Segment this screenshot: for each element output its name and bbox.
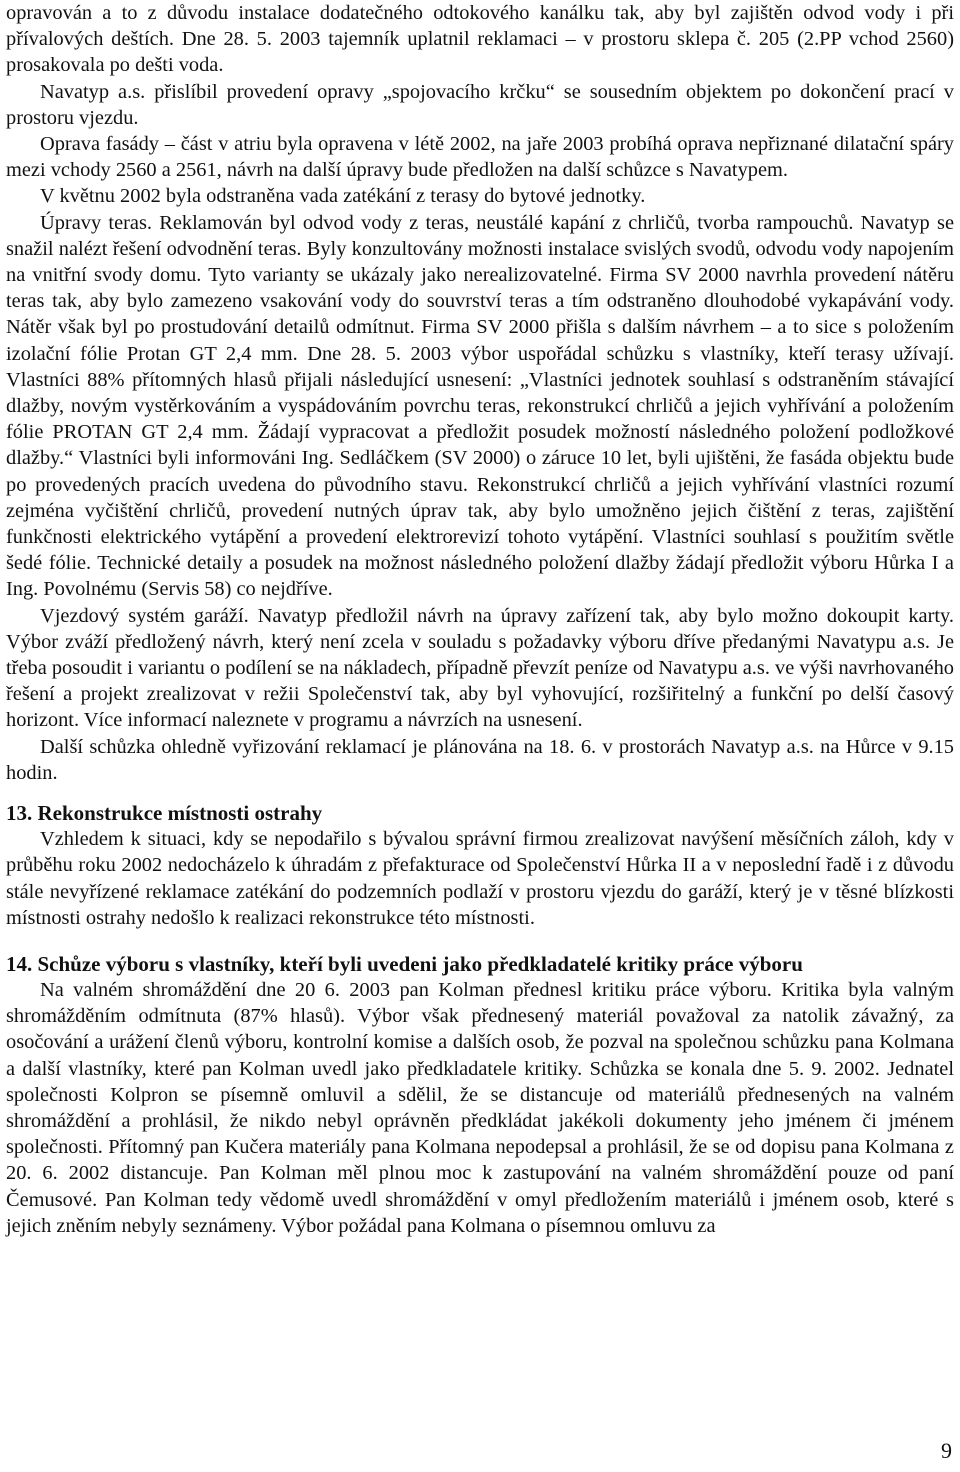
paragraph-next-meeting: Další schůzka ohledně vyřizování reklamací je plánována na 18. 6. v prostorách Navatyp a.s. na Hůrce v 9.15 hodin. (6, 735, 954, 784)
paragraph-facade-repair: Oprava fasády – část v atriu byla opravena v létě 2002, na jaře 2003 probíhá oprava nepřiznané dilatační spáry mezi vchody 2560 a 2561, návrh na další úpravy bude předložen na další schůzce s Navatypem. (6, 133, 954, 182)
paragraph-continued: opravován a to z důvodu instalace dodatečného odtokového kanálku tak, aby byl zajištěn odvod vody i při přívalových deštích. Dne 28. 5. 2003 tajemník uplatnil reklamaci – v prostoru sklepa č. 205 (2.PP vchod 2560) prosakovala po dešti voda. (6, 2, 954, 77)
section-14-text: Na valném shromáždění dne 20 6. 2003 pan Kolman přednesl kritiku práce výboru. Kritika byla valným shromážděním odmítnuta (87% hlasů). Výbor však přednesený materiál považoval za natolik závažný, za osočování a urážení členů výboru, kontrolní komise a dalších osob, že pozval na společnou schůzku pana Kolmana a další vlastníky, které pan Kolman uvedl jako předkladatele kritiky. Schůzka se konala dne 5. 9. 2002. Jednatel společnosti Kolpron se písemně omluvil a sdělil, že se distancuje od materiálů přednesených na valném shromáždění a prohlásil, že nikdo nebyl oprávněn předkládat jakékoli dokumenty jeho jménem či jménem společnosti. Přítomný pan Kučera materiály pana Kolmana nepodepsal a prohlásil, že se od dopisu pana Kolmana z 20. 6. 2002 distancuje. Pan Kolman měl plnou moc k zastupování na valném shromáždění pouze od paní Čemusové. Pan Kolman tedy vědomě uvedl shromáždění v omyl předložením materiálů i jménem osob, které s jejich zněním nebyly seznámeny. Výbor požádal pana Kolmana o písemnou omluvu za (6, 978, 954, 1237)
section-13-text: Vzhledem k situaci, kdy se nepodařilo s bývalou správní firmou zrealizovat navýšení měsíčních záloh, kdy v průběhu roku 2002 nedocházelo k úhradám z přefakturace od Společenství Hůrka II a v neposlední řadě i z důvodu stále nevyřízené reklamace zatékání do podzemních podlaží v prostoru vjezdu do garáží, který je v těsné blízkosti místnosti ostrahy nedošlo k realizaci rekonstrukce této místnosti. (6, 828, 954, 929)
document-page (6, 0, 954, 1239)
paragraph-terrace-leak: V květnu 2002 byla odstraněna vada zatékání z terasy do bytové jednotky. (40, 185, 646, 208)
paragraph-connecting-neck: Navatyp a.s. přislíbil provedení opravy „spojovacího krčku“ se sousedním objektem po dokončení prací v prostoru vjezdu. (6, 80, 954, 129)
paragraph-terrace-modifications: Úpravy teras. Reklamován byl odvod vody z teras, neustálé kapání z chrličů, tvorba rampouchů. Navatyp se snažil nalézt řešení odvodnění teras. Byly konzultovány možnosti instalace svislých svodů, odvodu vody napojením na vnitřní svody domu. Tyto varianty se ukázaly jako nerealizovatelné. Firma SV 2000 navrhla provedení nátěru teras tak, aby bylo zamezeno vsakování vody do souvrství teras a tím odstraněno dlouhodobé vykapávání vody. Nátěr však byl po prostudování detailů odmítnut. Firma SV 2000 přišla s dalším návrhem – a to sice s položením izolační fólie Protan GT 2,4 mm. Dne 28. 5. 2003 výbor uspořádal schůzku s vlastníky, kteří terasy užívají. Vlastníci 88% přítomných hlasů přijali následující usnesení: „Vlastníci jednotek souhlasí s odstraněním stávající dlažby, novým vystěrkováním a vyspádováním povrchu teras, rekonstrukcí chrličů a jejich vyhřívání a položením fólie PROTAN GT 2,4 mm. Žádají vypracovat a předložit posudek možností následného položení podložkové dlažby.“ Vlastníci byli informováni Ing. Sedláčkem (SV 2000) o záruce 10 let, byli ujištěni, že fasáda objektu bude po provedených pracích uvedena do původního stavu. Rekonstrukcí chrličů a jejich vyhřívání vlastníci rozumí zejména vyčištění chrličů, provedení nutných úprav tak, aby bylo umožněno jejich čištění z teras, zajištění funkčnosti elektrického vytápění a provedení elektrorevizí tohoto vytápění. Vlastníci souhlasí s použitím světle šedé fólie. Technické detaily a posudek na možnost následného položení dlažby žádají předložit výboru Hůrka I a Ing. Povolnému (Servis 58) co nejdříve. (6, 211, 954, 601)
paragraph-garage-entry-system: Vjezdový systém garáží. Navatyp předložil návrh na úpravy zařízení tak, aby bylo možno dokoupit karty. Výbor zváží předložený návrh, který není zcela v souladu s požadavky výboru dříve předanými Navatypu a.s. Je třeba posoudit i variantu o podílení se na nákladech, případně převzít peníze od Navatypu a.s. ve výši navrhovaného řešení a projekt zrealizovat v režii Společenství tak, aby byl vyhovující, rozšiřitelný a funkční po delší časový horizont. Více informací naleznete v programu a návrzích na usnesení. (6, 604, 954, 732)
section-13-heading: 13. Rekonstrukce místnosti ostrahy (6, 801, 323, 826)
page-number: 9 (941, 1438, 952, 1463)
section-14-heading: 14. Schůze výboru s vlastníky, kteří byli uvedeni jako předkladatelé kritiky práce výboru (6, 951, 803, 976)
